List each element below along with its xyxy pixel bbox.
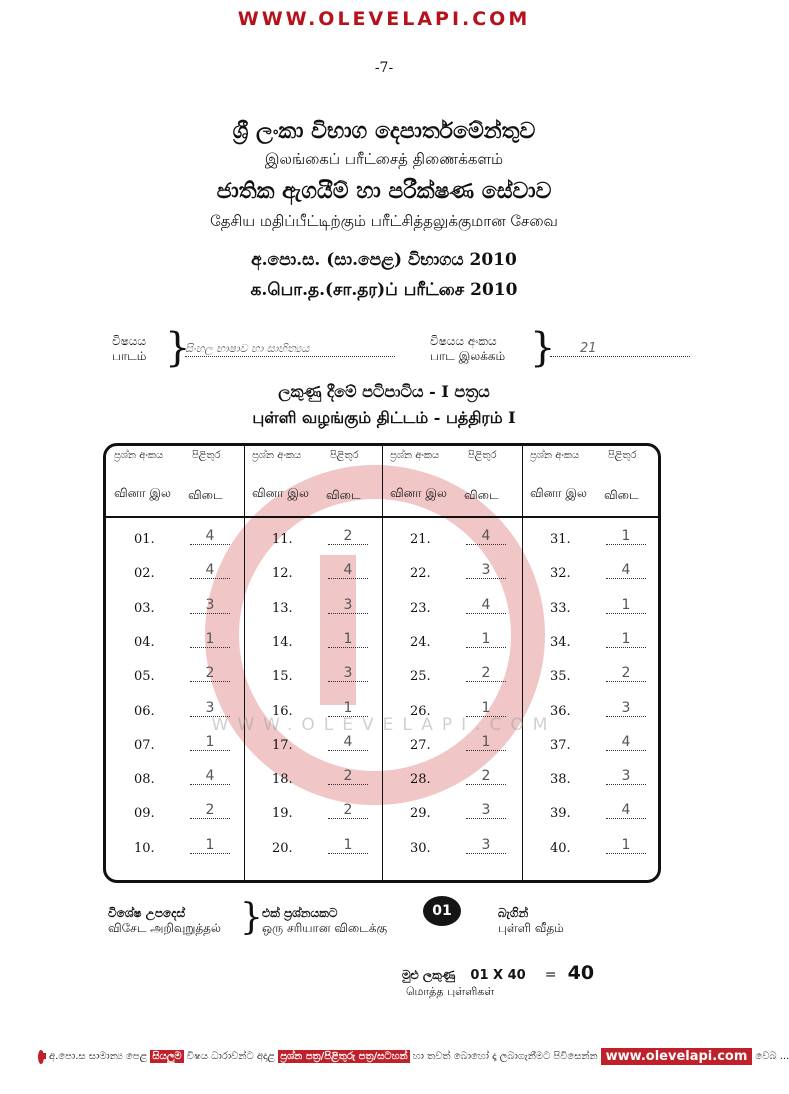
header-question-ta: வினா இல	[252, 486, 310, 500]
header-question-si: ප්‍රශ්න අංකය	[114, 450, 164, 461]
subject-number-value: 21	[550, 341, 690, 357]
header-question-ta: வினா இல	[114, 486, 172, 500]
answer-value: 1	[328, 632, 368, 648]
column-divider	[522, 446, 523, 880]
department-title-ta: இலங்கைப் பரீட்சைத் திணைக்களம்	[264, 150, 504, 168]
footer-text-2: විෂය ධාරාවන්ට අදාළ	[186, 1051, 276, 1062]
answer-value: 4	[466, 529, 506, 545]
footer-text-4: වෙබ ...	[755, 1051, 789, 1062]
answer-value: 1	[606, 598, 646, 614]
question-number: 28.	[410, 772, 431, 788]
answer-value: 4	[190, 769, 230, 785]
per-question-ta: ஒரு சரியான விடைக்கு	[262, 921, 388, 935]
answer-value: 1	[606, 838, 646, 854]
question-number: 07.	[134, 737, 155, 753]
answer-value: 1	[606, 529, 646, 545]
answer-value: 1	[606, 632, 646, 648]
answer-value: 1	[466, 632, 506, 648]
per-question-label	[262, 906, 387, 936]
subject-brace: }	[165, 325, 191, 371]
total-label-ta: மொத்த புள்ளிகள்	[406, 985, 495, 998]
question-number: 32.	[550, 566, 571, 582]
subject-value: සිංහල භාෂාව හා සාහිත්‍යය	[185, 342, 395, 357]
service-title-si: ජාතික ඇගයීම් හා පරීක්ෂණ සේවාව	[216, 178, 552, 204]
question-number: 10.	[134, 840, 155, 856]
special-instructions-label	[108, 906, 221, 936]
question-number: 39.	[550, 806, 571, 822]
footer-highlight-2: ප්‍රශ්න පත්‍ර/පිළිතුරු පත්‍ර/සටහන්	[280, 1051, 408, 1062]
answer-value: 1	[466, 701, 506, 717]
answer-value: 2	[466, 666, 506, 682]
question-number: 08.	[134, 772, 155, 788]
total-equals: =	[544, 967, 557, 983]
answer-value: 4	[466, 598, 506, 614]
answer-value: 3	[328, 666, 368, 682]
question-number: 35.	[550, 669, 571, 685]
question-number: 06.	[134, 703, 155, 719]
answer-value: 1	[466, 735, 506, 751]
answer-value: 4	[190, 529, 230, 545]
olevelapi-logo-icon	[38, 1050, 44, 1064]
question-number: 31.	[550, 532, 571, 547]
header-question-ta: வினா இல	[390, 486, 448, 500]
total-value: 40	[567, 962, 595, 984]
total-label-si: මුළු ලකුණු	[402, 968, 456, 982]
footer-banner	[38, 1048, 789, 1065]
answer-value: 1	[190, 735, 230, 751]
answer-value: 4	[606, 735, 646, 751]
question-number: 36.	[550, 703, 571, 719]
marks-each-si: බැගින්	[498, 906, 529, 920]
header-question-si: ප්‍රශ්න අංකය	[390, 450, 440, 461]
question-number: 26.	[410, 703, 431, 719]
question-number: 25.	[410, 669, 431, 685]
header-question-si: ප්‍රශ්න අංකය	[252, 450, 302, 461]
subject-label-ta: பாடம்	[112, 349, 147, 363]
question-number: 04.	[134, 634, 155, 650]
special-instructions-si: විශේෂ උපදෙස්	[108, 906, 186, 920]
footer-text-3: හා තවත් බොහෝ දෑ ලබාගැනීමට පිවිසෙන්න	[412, 1051, 598, 1062]
header-answer-si: පිළිතුර	[608, 450, 637, 461]
exam-title-si: අ.පො.ස. (සා.පෙළ) විභාගය 2010	[251, 250, 517, 270]
answer-value: 4	[328, 563, 368, 579]
answer-value: 2	[466, 769, 506, 785]
answer-value: 1	[328, 838, 368, 854]
marks-each-ta: புள்ளி வீதம்	[498, 921, 564, 935]
header-answer-ta: விடை	[464, 488, 499, 502]
exam-title-ta: க.பொ.த.(சா.தர)ப் பரீட்சை 2010	[250, 280, 518, 300]
marks-per-question-badge: 01	[423, 896, 461, 926]
question-number: 33.	[550, 600, 571, 616]
site-header[interactable]: WWW.OLEVELAPI.COM	[237, 8, 531, 30]
answer-value: 3	[190, 598, 230, 614]
answer-value: 1	[328, 701, 368, 717]
question-number: 23.	[410, 600, 431, 616]
question-number: 29.	[410, 806, 431, 822]
question-number: 09.	[134, 806, 155, 822]
question-number: 34.	[550, 634, 571, 650]
department-title-si: ශ්‍රී ලංකා විභාග දෙපාර්තමේන්තුව	[232, 118, 536, 144]
footer-highlight-1: සියලුම	[152, 1051, 182, 1062]
question-number: 01.	[134, 532, 155, 547]
answer-value: 2	[190, 803, 230, 819]
question-number: 21.	[410, 532, 431, 547]
header-answer-si: පිළිතුර	[192, 450, 221, 461]
question-number: 15.	[272, 669, 293, 685]
column-divider	[382, 446, 383, 880]
header-answer-ta: விடை	[604, 488, 639, 502]
question-number: 17.	[272, 737, 293, 753]
footer-url-link[interactable]: www.olevelapi.com	[601, 1048, 753, 1065]
answer-value: 2	[190, 666, 230, 682]
answer-value: 3	[190, 701, 230, 717]
header-answer-ta: விடை	[188, 488, 223, 502]
header-question-ta: வினா இல	[530, 486, 588, 500]
header-answer-ta: விடை	[326, 488, 361, 502]
answer-value: 2	[328, 803, 368, 819]
answer-value: 1	[190, 838, 230, 854]
answer-value: 4	[190, 563, 230, 579]
question-number: 14.	[272, 634, 293, 650]
answer-value: 2	[328, 529, 368, 545]
subject-number-label	[430, 334, 505, 364]
page-number: -7-	[374, 60, 394, 76]
answer-value: 3	[466, 838, 506, 854]
answer-value: 3	[606, 701, 646, 717]
header-answer-si: පිළිතුර	[330, 450, 359, 461]
question-number: 27.	[410, 737, 431, 753]
answer-value: 1	[190, 632, 230, 648]
per-question-si: එක් ප්‍රශ්නයකට	[262, 906, 338, 920]
marking-scheme-title-ta: புள்ளி வழங்கும் திட்டம் - பத்திரம் I	[252, 408, 516, 427]
question-number: 11.	[272, 532, 293, 547]
marks-each-label	[498, 906, 564, 936]
question-number: 03.	[134, 600, 155, 616]
header-answer-si: පිළිතුර	[468, 450, 497, 461]
question-number: 13.	[272, 600, 293, 616]
answer-table	[103, 443, 661, 883]
question-number: 12.	[272, 566, 293, 582]
total-calc: 01 X 40	[470, 968, 526, 983]
question-number: 24.	[410, 634, 431, 650]
subject-number-label-si: විෂයය අංකය	[430, 334, 497, 348]
question-number: 16.	[272, 703, 293, 719]
instructions-brace: }	[240, 897, 263, 938]
subject-number-label-ta: பாட இலக்கம்	[430, 349, 506, 363]
question-number: 30.	[410, 840, 431, 856]
column-divider	[244, 446, 245, 880]
header-question-si: ප්‍රශ්න අංකය	[530, 450, 580, 461]
answer-value: 2	[328, 769, 368, 785]
question-number: 37.	[550, 737, 571, 753]
question-number: 20.	[272, 840, 293, 856]
marking-scheme-title-si: ලකුණු දීමේ පටිපාටිය - I පත්‍රය	[278, 382, 490, 401]
answer-value: 3	[606, 769, 646, 785]
watermark-text: WWW.OLEVELAPI.COM	[211, 715, 557, 735]
question-number: 19.	[272, 806, 293, 822]
answer-value: 3	[466, 803, 506, 819]
question-number: 40.	[550, 840, 571, 856]
answer-value: 4	[606, 803, 646, 819]
subject-label	[112, 334, 146, 364]
special-instructions-ta: விசேட அறிவுறுத்தல்	[108, 921, 221, 935]
question-number: 18.	[272, 772, 293, 788]
question-number: 02.	[134, 566, 155, 582]
answer-value: 3	[328, 598, 368, 614]
answer-value: 3	[466, 563, 506, 579]
answer-value: 4	[606, 563, 646, 579]
question-number: 05.	[134, 669, 155, 685]
total-marks-row	[402, 962, 594, 984]
subject-label-si: විෂයය	[112, 334, 147, 348]
question-number: 22.	[410, 566, 431, 582]
answer-value: 4	[328, 735, 368, 751]
footer-text-1: අ.පො.ස සාමාන්‍ය පෙළ	[49, 1051, 148, 1062]
service-title-ta: தேசிய மதிப்பீட்டிற்கும் பரீட்சித்தலுக்குமான சேவை	[210, 212, 558, 230]
subject-number-brace: }	[530, 325, 556, 371]
question-number: 38.	[550, 772, 571, 788]
answer-value: 2	[606, 666, 646, 682]
